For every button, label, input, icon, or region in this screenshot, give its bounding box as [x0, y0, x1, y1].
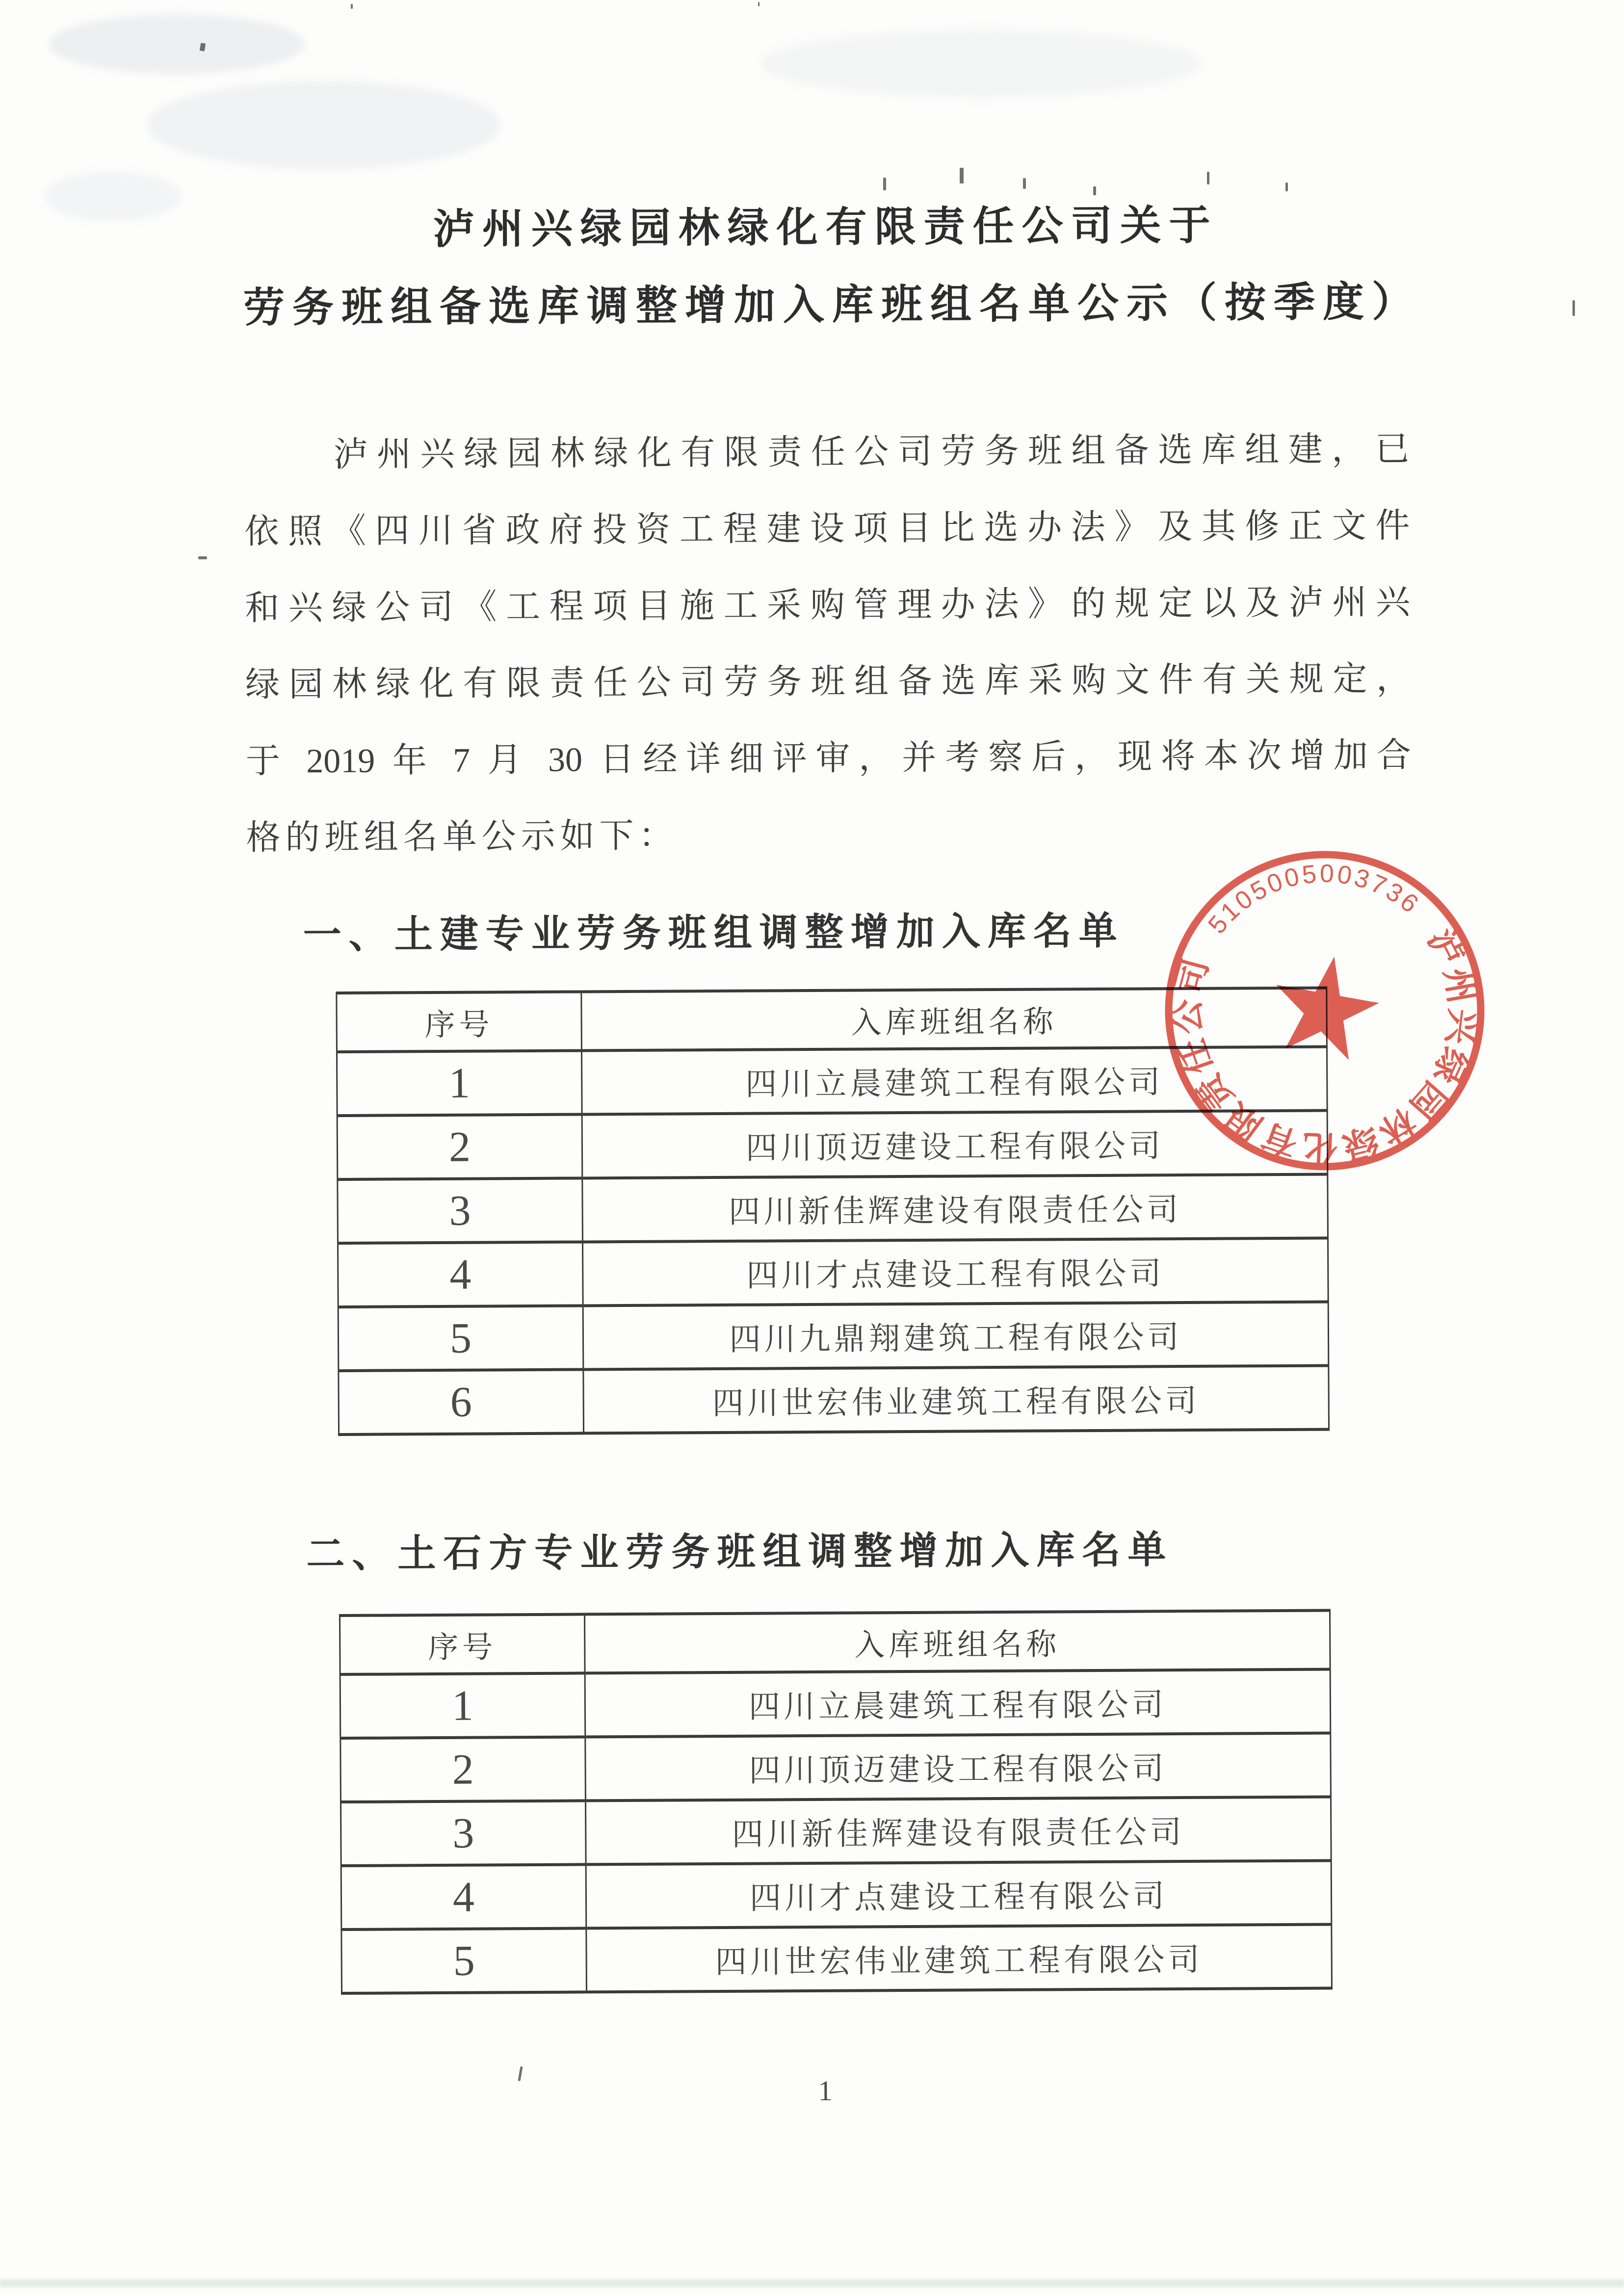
company-seal [1138, 824, 1511, 1197]
table-row [338, 1302, 1329, 1371]
company-name-cell: 四川九鼎翔建筑工程有限公司 [583, 1302, 1329, 1369]
row-index-cell: 2 [337, 1114, 582, 1179]
row-index-cell: 3 [338, 1178, 583, 1243]
row-index-cell: 5 [341, 1928, 587, 1993]
section-2-table [339, 1609, 1333, 1995]
table-header-cell: 序号 [337, 991, 582, 1052]
row-index-cell: 1 [337, 1050, 582, 1116]
paragraph-line: 和兴绿公司《工程项目施工采购管理办法》的规定以及泸州兴 [245, 583, 1411, 628]
row-index-cell: 2 [341, 1737, 586, 1802]
company-name-cell: 四川顶迈建设工程有限公司 [582, 1111, 1328, 1178]
company-name-cell: 四川立晨建筑工程有限公司 [585, 1669, 1331, 1737]
row-index-cell: 4 [338, 1242, 583, 1307]
doc-title-line-2: 劳务班组备选库调整增加入库班组名单公示（按季度） [243, 278, 1421, 331]
table-row [340, 1669, 1331, 1738]
table-row [338, 1238, 1329, 1307]
row-index-cell: 4 [341, 1864, 586, 1930]
row-index-cell: 6 [339, 1369, 584, 1435]
doc-title [243, 197, 1421, 335]
table-row [341, 1924, 1332, 1993]
company-name-cell: 四川才点建设工程有限公司 [586, 1860, 1332, 1928]
table-row [341, 1860, 1332, 1930]
company-name-cell: 四川新佳辉建设有限责任公司 [582, 1174, 1328, 1242]
doc-title-line-1: 泸州兴绿园林绿化有限责任公司关于 [433, 202, 1218, 253]
seal-company-name: 泸州兴绿园林绿化有限责任公司 [1168, 923, 1482, 1168]
table-row [339, 1365, 1329, 1435]
company-name-cell: 四川世宏伟业建筑工程有限公司 [586, 1924, 1332, 1992]
seal-star-wrap [1265, 947, 1386, 1064]
body-paragraph [244, 412, 1412, 877]
company-name-cell: 四川才点建设工程有限公司 [582, 1238, 1328, 1305]
table-row [341, 1733, 1331, 1802]
company-name-cell: 四川新佳辉建设有限责任公司 [585, 1797, 1331, 1864]
seal-registration-number: 5105005003736 [1203, 859, 1426, 939]
row-index-cell: 5 [338, 1305, 583, 1371]
section-2-heading: 二、土石方专业劳务班组调整增加入库名单 [306, 1528, 1174, 1576]
row-index-cell: 3 [341, 1800, 586, 1866]
table-row [341, 1797, 1331, 1866]
company-name-cell: 四川世宏伟业建筑工程有限公司 [583, 1365, 1329, 1433]
table-header-cell: 序号 [340, 1614, 585, 1674]
section-1-heading: 一、土建专业劳务班组调整增加入库名单 [303, 909, 1125, 957]
row-index-cell: 1 [340, 1673, 585, 1738]
paragraph-line: 绿园林绿化有限责任公司劳务班组备选库采购文件有关规定， [245, 660, 1411, 704]
paragraph-line: 格的班组名单公示如下： [246, 817, 678, 858]
company-name-cell: 四川顶迈建设工程有限公司 [585, 1733, 1331, 1800]
table-header-cell: 入库班组名称 [581, 988, 1327, 1051]
star-icon [1265, 947, 1386, 1064]
seal-group [1153, 839, 1497, 1183]
paragraph-line: 泸州兴绿园林绿化有限责任公司劳务班组备选库组建，已 [333, 430, 1410, 474]
paragraph-line: 于 2019 年 7 月 30 日经详细评审，并考察后，现将本次增加合 [245, 736, 1412, 781]
table-header-row [340, 1610, 1330, 1674]
company-name-cell: 四川立晨建筑工程有限公司 [581, 1047, 1327, 1115]
paragraph-line: 依照《四川省政府投资工程建设项目比选办法》及其修正文件 [244, 507, 1410, 551]
page-number: 1 [818, 2074, 833, 2107]
table-header-cell: 入库班组名称 [584, 1610, 1330, 1673]
